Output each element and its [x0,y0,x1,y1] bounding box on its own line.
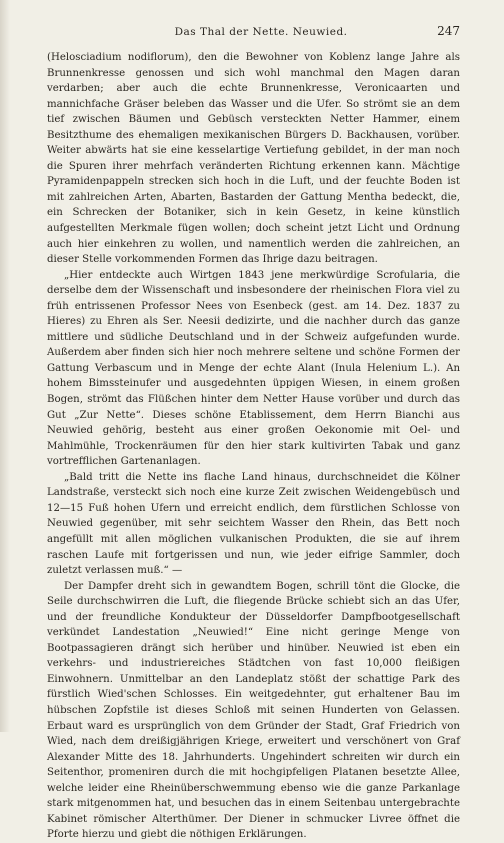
page-header [47,24,460,42]
paragraph: (Helosciadium nodiflorum), den die Bewohner von Koblenz lange Jahre als Brunnenkresse genossen und sich wohl manchmal den Magen daran verdarben; aber auch die echte Brunnenkresse, Veronicaarten und mannichfache Gräser beleben das Wasser und die Ufer. So strömt sie an dem tief zwischen Bäumen und Gebüsch versteckten Netter Hammer, einem Besitzthume des ehemaligen mexikanischen Bürgers D. Backhausen, vorüber. Weiter abwärts hat sie eine kesselartige Vertiefung gebildet, in der man noch die Spuren ihrer mehrfach veränderten Richtung erkennen kann. Mächtige Pyramidenpappeln strecken sich hoch in die Luft, und der feuchte Boden ist mit zahlreichen Arten, Abarten, Bastarden der Gattung Mentha bedeckt, die, ein Schrecken der Botaniker, sich in kein Gesetz, in keine künstlich aufgestellten Merkmale fügen wollen; doch scheint jetzt Licht und Ordnung auch hier einkehren zu wollen, und namentlich werden die zahlreichen, an dieser Stelle vorkommenden Formen das Ihrige dazu beitragen. [47,52,460,266]
page-number: 247 [437,24,460,38]
paragraph: „Hier entdeckte auch Wirtgen 1843 jene merkwürdige Scrofularia, die derselbe dem der Wissenschaft und insbesondere der rheinischen Flora viel zu früh entrissenen Professor Nees von Esenbeck (gest. am 14. Dez. 1837 zu Hieres) zu Ehren als Ser. Neesii dedizirte, und die nachher durch das ganze mittlere und südliche Deutschland und in der Schweiz aufgefunden wurde. Außerdem aber finden sich hier noch mehrere seltene und schöne Formen der Gattung Verbascum und in Menge der echte Alant (Inula Helenium L.). An hohem Bimssteinufer und ausgedehnten üppigen Wiesen, in einem großen Bogen, strömt das Flüßchen hinter dem Netter Hause vorüber und durch das Gut „Zur Nette“. Dieses schöne Etablissement, dem Herrn Bianchi aus Neuwied gehörig, besteht aus einer großen Oekonomie mit Oel- und Mahlmühle, Trockenräumen für den hier stark kultivirten Tabak und ganz vortrefflichen Gartenanlagen. [47,269,460,468]
paragraph: „Bald tritt die Nette ins flache Land hinaus, durchschneidet die Kölner Landstraße, versteckt sich noch eine kurze Zeit zwischen Weidengebüsch und 12—15 Fuß hohen Ufern und erreicht endlich, dem fürstlichen Schlosse von Neuwied gegenüber, mit sehr seichtem Wasser den Rhein, das Bett noch angefüllt mit allen möglichen vulkanischen Produkten, die sie auf ihrem raschen Laufe mit fortgerissen und nun, wie jeder eifrige Sammler, doch zuletzt verlassen muß.“ — [47,471,460,577]
page-body [47,50,460,843]
running-title: Das Thal der Nette. Neuwied. [174,26,348,38]
page-gutter-shadow [0,0,10,732]
paragraph: Der Dampfer dreht sich in gewandtem Bogen, schrill tönt die Glocke, die Seile durchschwirren die Luft, die fliegende Brücke schiebt sich an das Ufer, und der freundliche Kondukteur der Düsseldorfer Dampfbootgesellschaft verkündet Landestation „Neuwied!“ Eine nicht geringe Menge von Bootpassagieren drängt sich herüber und hinüber. Neuwied ist eben ein verkehrs- und industriereiches Städtchen von fast 10,000 fleißigen Einwohnern. Unmittelbar an den Landeplatz stößt der schattige Park des fürstlich Wied'schen Schlosses. Ein weitgedehnter, gut erhaltener Bau im hübschen Zopfstile ist dieses Schloß mit seinen Hunderten von Gelassen. Erbaut ward es ursprünglich von dem Gründer der Stadt, Graf Friedrich von Wied, nach dem dreißigjährigen Kriege, erweitert und verschönert von Graf Alexander Mitte des 18. Jahrhunderts. Ungehindert schreiten wir durch ein Seitenthor, promeniren durch die mit hochgipfeligen Platanen besetzte Allee, welche leider eine Rheinüberschwemmung ebenso wie die ganze Parkanlage stark mitgenommen hat, und besuchen das in einem Seitenbau untergebrachte Kabinet römischer Alterthümer. Der Diener in schmucker Livree öffnet die Pforte hierzu und giebt die nöthigen Erklärungen. [47,580,460,841]
